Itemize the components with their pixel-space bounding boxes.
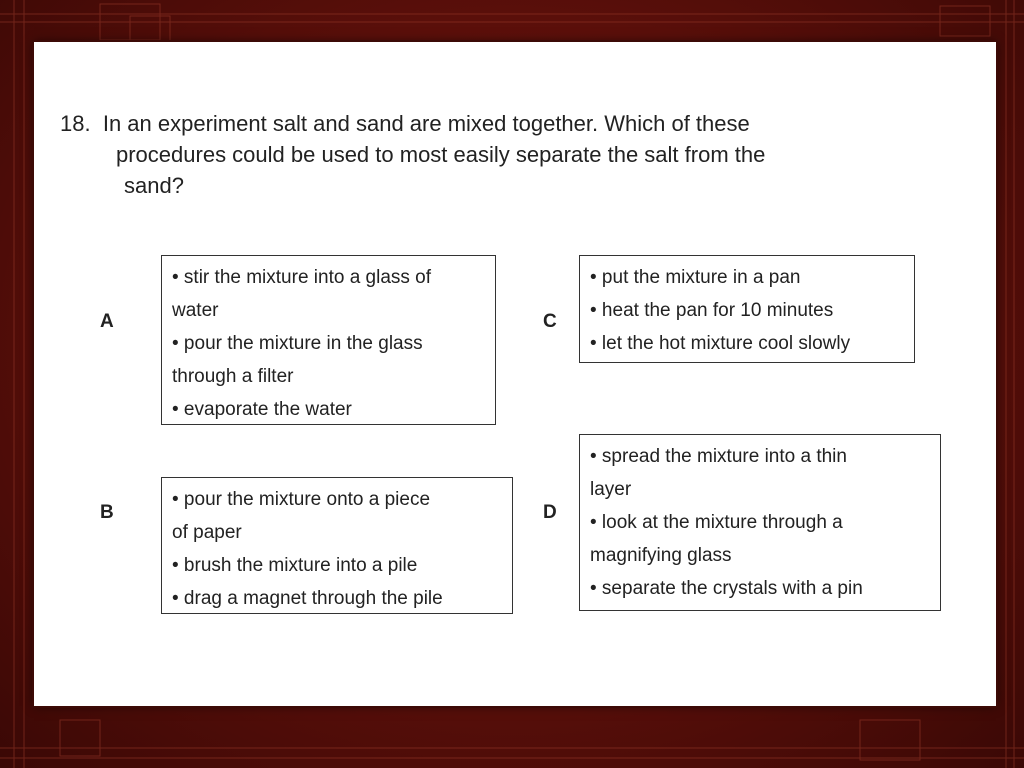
option-c-line-1: • put the mixture in a pan [590,267,801,288]
option-d-box[interactable] [579,434,941,611]
option-b-line-1: • pour the mixture onto a piece [172,489,431,510]
option-d-line-3: • look at the mixture through a [590,512,843,533]
option-d-letter: D [543,502,557,523]
option-a-line-1: • stir the mixture into a glass of [172,267,432,288]
option-d-line-2: layer [590,479,632,500]
option-d-line-5: • separate the crystals with a pin [590,578,863,599]
option-a-letter: A [100,311,114,332]
option-c-line-2: • heat the pan for 10 minutes [590,300,834,321]
question-line-2: procedures could be used to most easily separate the salt from the [116,142,766,167]
option-a-line-3: • pour the mixture in the glass [172,333,423,354]
option-a-line-5: • evaporate the water [172,399,352,420]
question-line-3: sand? [124,173,184,198]
option-d-line-1: • spread the mixture into a thin [590,446,847,467]
option-b-line-3: • brush the mixture into a pile [172,555,418,576]
option-b-box[interactable] [161,477,513,614]
option-a-box[interactable] [161,255,496,425]
option-c-letter: C [543,311,557,332]
slide-panel [34,42,996,706]
question-number: 18. [60,111,91,136]
option-b-line-2: of paper [172,522,242,543]
option-b-letter: B [100,502,114,523]
option-b-line-4: • drag a magnet through the pile [172,588,443,609]
option-a-line-2: water [172,300,219,321]
option-a-line-4: through a filter [172,366,294,387]
question-line-1: In an experiment salt and sand are mixed together. Which of these [102,111,750,136]
option-c-box[interactable] [579,255,915,363]
question-text [60,108,920,201]
option-d-line-4: magnifying glass [590,545,732,566]
option-c-line-3: • let the hot mixture cool slowly [590,333,851,354]
